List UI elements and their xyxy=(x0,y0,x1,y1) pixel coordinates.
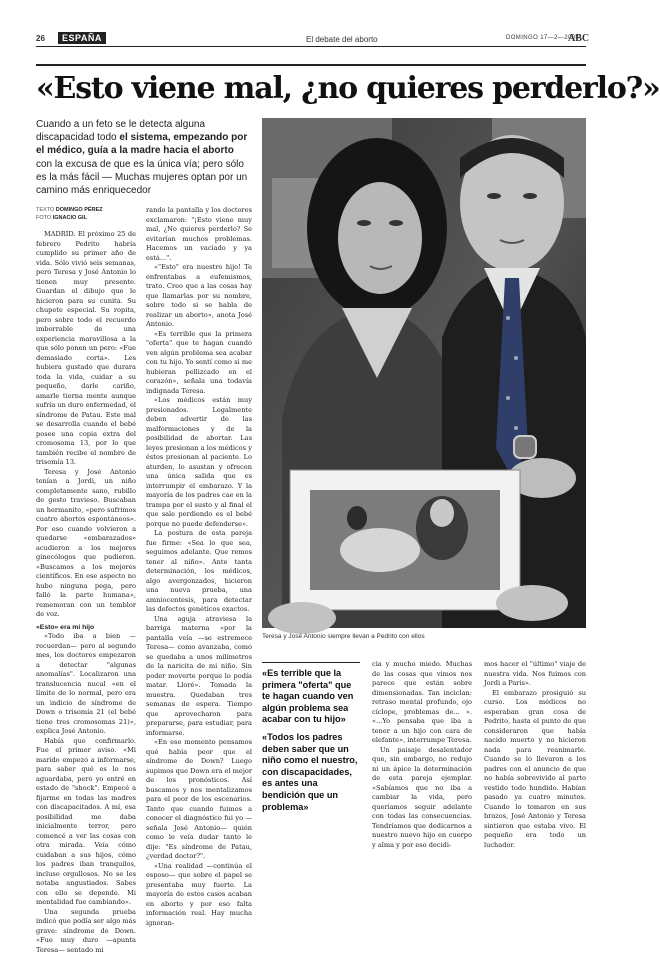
section-label: ESPAÑA xyxy=(58,32,106,44)
paragraph: «Todo iba a bien —recuerdan— pero al segundo mes, los doctores empezaron a detectar "algunas anomalías". Localizaron una translucencia nucal «en el límite de lo normal, pero era un indicio de síndrome de Down o trisomía 21 (el bebé tiene tres cromosomas 21)», explica José Antonio. xyxy=(36,632,136,737)
paragraph: La postura de esta pareja fue firme: «Sea lo que sea, seguimos adelante. Que remos tener al niño». Ante tanta determinación, los médicos, algo avergonzados, hicieron una nueva prueba, una amniocentesis, para detectar las defectos genéticos exactos. xyxy=(146,529,252,615)
byline xyxy=(36,206,146,222)
byline-author: DOMINGO PÉREZ xyxy=(56,207,103,213)
photo-caption: Teresa y José Antonio siempre llevan a Pedrito con ellos xyxy=(262,633,586,640)
standfirst-bold: el sistema, empezando por el médico, guía a la madre hacia el aborto xyxy=(36,132,247,156)
paragraph: «Es terrible que la primera "oferta" que te hagan cuando ven algún problema sea acabar con tu hijo. Yo sentí como si me hubieran pellizcado en el corazón», señala una todavía indignada Teresa. xyxy=(146,330,252,397)
paragraph: cia y mucho miedo. Muchas de las cosas que vimos nos parece que están sobre dimensionadas. Tan inciclan: retraso mental profundo, ojo cíclope, problemas de... ». «...Yo pensaba que iba a tener a un hijo con cara de elefante», interrumpe Teresa. xyxy=(372,660,472,746)
standfirst-part-1: Cuando a un feto se le detecta alguna discapacidad todo xyxy=(36,119,205,143)
paragraph: Había que confirmarlo. Fue el primer aviso. «Mi marido empezó a informarse, para saber qué es lo nos aguardaba, pero yo entré en estado de "shock". Empecé a fijarme en todas las madres con discapacitados. A mí, esa posibilidad me daba inicialmente terror, pero comencé a ver las cosas con otra mirada. Veía cómo cuidaban a sus hijos, cómo los padres iban tranquilos, incluso orgullosos. No se les notaba angustiados. Sabes con ello se depende. Mi mentalidad fue cambiando». xyxy=(36,737,136,908)
standfirst-part-2: con la excusa de que es la única vía; pero sólo es la más fácil — Muchas mujeres optan por un camino más enriquecedor xyxy=(36,159,247,196)
paragraph: Una aguja atraviesa la barriga materna «por la pantalla veía —se estremece Teresa— como avanzaba, como se quedaba a unos milímetros de la naricita de mi niño. Sin poder moverte porque lo podía matar. Lloré». Tomada la muestra. Quedaban tres semanas de espera. Tiempo que aprovecharon para prepararse, para estudiar, para informarse. xyxy=(146,615,252,739)
paragraph: MADRID. El próximo 25 de febrero Pedrito habría cumplido su primer año de vida. Sólo vivió seis semanas, pero Teresa y José Antonio lo tienen muy presente. Guardan el dibujo que le hicieron para su cunita. Su chupete especial. Su ropita, pero sobre todo el recuerdo imborrable de una experiencia maravillosa a la que sólo ponen un pero: «Fue demasiado corta». Les hubiera gustado que durara toda la vida, cuidar a su pequeño, darle cariño, amarle tierna mente aunque sufría un duro enfermedad, el síndrome de Patau. Este mal se desarrolla cuando el bebé posee una copia extra del cromosoma 13, por lo que también recibe el nombre de trisomía 13. xyxy=(36,230,136,468)
article-column-4 xyxy=(484,660,586,842)
paragraph: «Los médicos están muy presionados. Legalmente deben advertir de las malformaciones y de la posibilidad de abortar. Las leyes presionan a los médicos y éstos presionan al paciente. Lo aturden, lo asustan y ofrecen una única salida que es interrumpir el embarazo. Y la mayoría de los padres cae en la trampa por el susto y al final el que sale perdiendo es el bebé porque no puede defenderse». xyxy=(146,396,252,529)
page-number: 26 xyxy=(36,34,45,43)
byline-text-label: TEXTO xyxy=(36,207,54,213)
subheading: «Esto» era mi hijo xyxy=(36,623,136,633)
headline-rule xyxy=(36,64,586,66)
paragraph: Una segunda prueba indicó que podía ser algo más grave: síndrome de Down. «Fue muy duro —apunta Teresa— sentado mi xyxy=(36,908,136,955)
pull-quote-1: «Es terrible que la primera "oferta" que te hagan cuando ven algún problema sea acabar con tu hijo» xyxy=(262,668,360,726)
header-rule xyxy=(36,46,586,47)
paragraph: El embarazo prosiguió su curso. Los médicos no esperaban gran cosa de Pedrito, hasta el punto de que consideraron que había nacido muerto y no hicieron nada para reanimarle. Cuando se lo llevaron a los padres con el anuncio de que no había sobrevivido al parto vestido todo hundido. Habían pasado ya cuatro minutos. Cuando lo tomaron en sus brazos, José Antonio y Teresa sintieron que estaba vivo. El pequeño era todo un luchador. xyxy=(484,689,586,851)
paragraph: mos hacer el "último" viaje de nuestra vida. Nos fuimos con Jordi a París». xyxy=(484,660,586,689)
standfirst xyxy=(36,118,252,197)
pull-quotes xyxy=(262,668,360,819)
newspaper-logo: ABC xyxy=(568,33,589,44)
article-column-1 xyxy=(36,230,136,842)
couple-photo-illustration xyxy=(262,118,586,628)
pull-quote-2: «Todos los padres deben saber que un niño como el nuestro, con discapacidades, es antes una bendición que un problema» xyxy=(262,732,360,813)
paragraph: Un paisaje desalentador que, sin embargo, no redujo ni un ápice la determinación de esta pareja ejemplar. «Sabíamos que no iba a cambiar la vida, pero queríamos seguir adelante con todas las consecuencias. Tendríamos que dedicarnos a nuestro nuevo hijo en cuerpo y alma y por eso decidi- xyxy=(372,746,472,851)
paragraph: «Una realidad —continúa el esposo— que sobre el papel se presentaba muy fuerte. La mayoría de estos casos acaban en aborto y por eso falta información real. Hay mucha ignoran- xyxy=(146,862,252,929)
article-column-3 xyxy=(372,660,472,842)
issue-date: DOMINGO 17—2—2008 xyxy=(506,35,579,41)
main-photo xyxy=(262,118,586,628)
paragraph: Teresa y José Antonio tenían a Jordi, un niño completamente sano, rubillo de gesto travieso. Buscaban un hermanito, «pero sufrimos cuatro abortos espontáneos». Por eso cuando volvieron a quedarse «embarazados» acudieron a los mejores ginecólogos que pudieron. «Buscamos a los mejores científicos. En ese aspecto no hubo ninguna pega, pero falló la parte humana», rememoran con un temblor de voz. xyxy=(36,468,136,620)
page-header xyxy=(36,32,586,46)
byline-photographer: IGNACIO GIL xyxy=(53,215,87,221)
topic-label: El debate del aborto xyxy=(306,35,378,44)
article-column-2 xyxy=(146,206,252,842)
headline: «Esto viene mal, ¿no quieres perderlo?» xyxy=(36,72,596,106)
paragraph: «"Esto" era nuestro hijo! Te enfrentabas a eufemismos, trato. Creo que a las cosas hay que llamarlas por su nombre, sobre todo si se habla de realizar un aborto», anota José Antonio. xyxy=(146,263,252,330)
pull-quote-rule xyxy=(262,662,360,663)
byline-photo-label: FOTO xyxy=(36,215,51,221)
paragraph: «En ese momento pensamos qué había peor que el síndrome de Down? Luego supimos que Down era el mejor de los pronósticos. Así buscamos y nos mentalizamos para el peor de los escenarios. Tanto que cuando fuimos a conocer el diagnóstico fui yo —señala José Antonio— quién como le veía dudar tanto le dije: "Es síndrome de Patau, ¿verdad doctor?". xyxy=(146,738,252,862)
paragraph: rando la pantalla y los doctores exclamaron: "¡Esto viene muy mal, ¿No quieres perderlo? Se evitarían muchos problemas. Hacemos un vaciado y ya está...". xyxy=(146,206,252,263)
